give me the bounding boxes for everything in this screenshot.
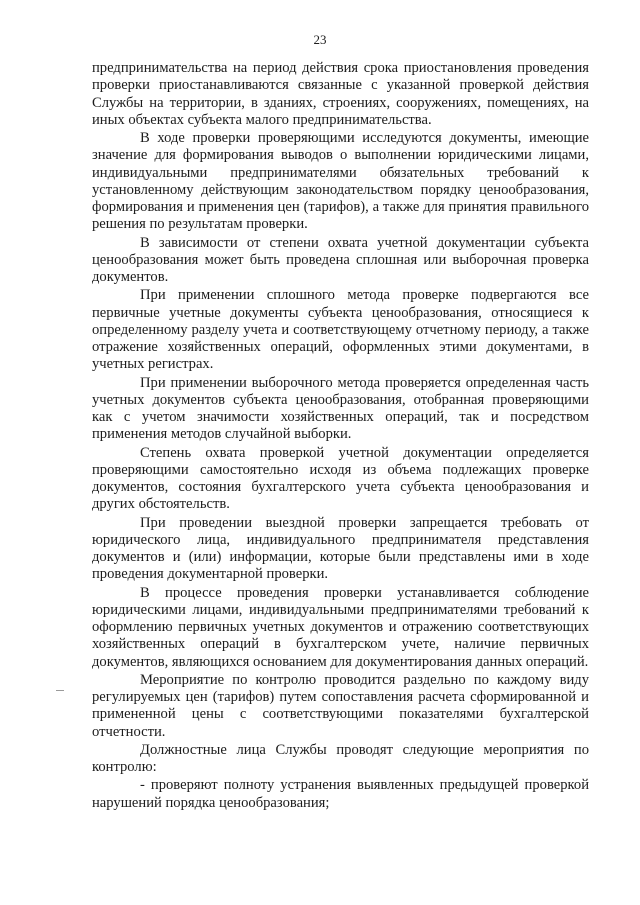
page-number: 23 [313,32,327,47]
paragraph: Степень охвата проверкой учетной документации определяется проверяющими самостоятельно исходя из объема подлежащих проверке документов, состояния бухгалтерского учета субъекта ценообразования и других обстоятельств. [92,444,589,513]
list-item: - проверяют полноту устранения выявленных предыдущей проверкой нарушений порядка ценообразования; [92,777,589,811]
paragraph: При применении выборочного метода проверяется определенная часть учетных документов субъекта ценообразования, отобранная проверяющими как с учетом значимости хозяйственных операций, так и посредством применения методов случайной выборки. [92,374,589,443]
paragraph: Мероприятие по контролю проводится раздельно по каждому виду регулируемых цен (тарифов) путем сопоставления расчета сформированной и примененной цены с соответствующими показателями бухгалтерской отчетности. [92,671,589,740]
paragraph: В зависимости от степени охвата учетной документации субъекта ценообразования может быть проведена сплошная или выборочная проверка документов. [92,234,589,285]
paragraph-continuation: предпринимательства на период действия срока приостановления проведения проверки приостанавливаются связанные с указанной проверкой действия Службы на территории, в зданиях, строениях, сооружениях, помещениях, на иных объектах субъекта малого предпринимательства. [92,60,589,128]
paragraph: При проведении выездной проверки запрещается требовать от юридического лица, индивидуального предпринимателя представления документов и (или) информации, которые были представлены ими в ходе проведения документарной проверки. [92,514,589,583]
scan-mark [56,690,64,691]
paragraph: При применении сплошного метода проверке подвергаются все первичные учетные документы субъекта ценообразования, относящиеся к определенному разделу учета и соответствующему отчетному периоду, а также отражение хозяйственных операций, оформленных этими документами, в учетных регистрах. [92,287,589,373]
paragraph: В ходе проверки проверяющими исследуются документы, имеющие значение для формирования выводов о выполнении юридическими лицами, индивидуальными предпринимателями обязательных требований к установленному действующим законодательством порядку ценообразования, формирования и применения цен (тарифов), а также для принятия правильного решения по результатам проверки. [92,130,589,233]
paragraph: В процессе проведения проверки устанавливается соблюдение юридическими лицами, индивидуальными предпринимателями требований к оформлению первичных учетных документов и отражению соответствующих хозяйственных операций в бухгалтерском учете, наличие первичных документов, являющихся основанием для документирования данных операций. [92,584,589,670]
document-body [92,60,589,812]
paragraph: Должностные лица Службы проводят следующие мероприятия по контролю: [92,741,589,775]
